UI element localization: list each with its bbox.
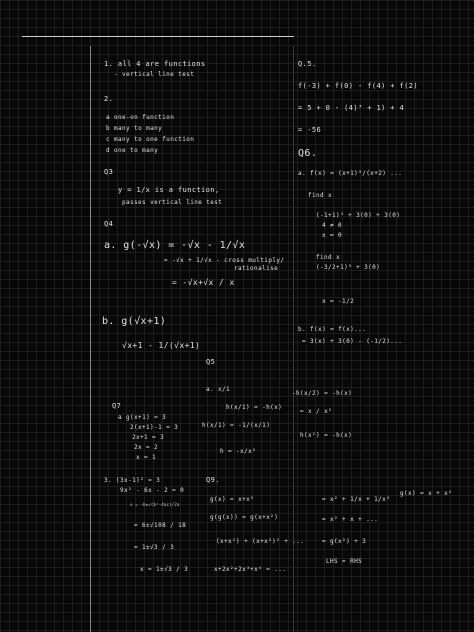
right-line: find x	[316, 254, 341, 261]
left-line: rationalise	[234, 265, 279, 272]
right-line: = x² + 1/x + 1/x²	[322, 496, 391, 503]
left-line: Q4	[104, 220, 114, 228]
left-line: 2x+1 = 3	[132, 434, 165, 441]
left-line: h(x/1) = -h(x)	[226, 404, 283, 411]
left-line: 1. all 4 are functions	[104, 60, 206, 68]
left-line: b. g(√x+1)	[102, 316, 167, 327]
left-line: Q9.	[206, 476, 220, 484]
left-line: a g(x+1) = 3	[118, 414, 167, 421]
left-line: a one-on function	[106, 114, 175, 121]
left-line: y = 1/x is a function,	[118, 186, 220, 194]
left-line: - vertical line test	[114, 71, 195, 78]
left-line: 9x² - 6x - 2 = 0	[120, 487, 185, 494]
left-line: h(x/1) = -1/(x/1)	[202, 422, 271, 429]
left-line: √x+1 - 1/(√x+1)	[122, 341, 201, 350]
right-line: = x² + x + ...	[322, 516, 379, 523]
left-line: a. x/1	[206, 386, 231, 393]
left-line: x = 1	[136, 454, 157, 461]
right-line: Q6.	[298, 148, 318, 159]
left-line: a. g(-√x) = -√x - 1/√x	[104, 240, 246, 251]
left-line: g(g(x)) = g(x+x²)	[210, 514, 279, 521]
left-line: = 1±√3 / 3	[134, 544, 175, 551]
right-line: Q.5.	[298, 60, 317, 68]
left-line: h = -x/x²	[220, 448, 257, 455]
left-line: Q7	[112, 402, 122, 410]
left-line: passes vertical line test	[122, 199, 223, 206]
left-line: x+2x²+2x³+x⁴ = ...	[214, 566, 287, 573]
left-line: 2(x+1)-1 = 3	[130, 424, 179, 431]
right-line: f(-3) + f(0) - f(4) + f(2)	[298, 82, 418, 90]
right-line: LHS = RHS	[326, 558, 363, 565]
right-line: x = 0	[322, 232, 343, 239]
right-line: = 5 + 0 - (4)³ + 1) + 4	[298, 104, 405, 112]
left-line: 2x = 2	[134, 444, 159, 451]
right-line: = g(x²) + 3	[322, 538, 367, 545]
header-rule	[22, 36, 294, 37]
right-line: = 3(x) + 3(0) - (-1/2)...	[302, 338, 403, 345]
right-line: find x	[308, 192, 333, 199]
left-line: 2.	[104, 95, 114, 103]
right-line: b. f(x) = f(x)...	[298, 326, 367, 333]
right-line: (-1+1)³ + 3(0) + 3(0)	[316, 212, 401, 219]
margin-rule	[90, 46, 91, 632]
left-line: = -√x + 1/√x - cross multiply/	[164, 257, 285, 264]
left-line: x = 1±√3 / 3	[140, 566, 189, 573]
right-line: = x / x²	[300, 408, 333, 415]
left-line: = -√x+√x / x	[172, 278, 235, 287]
right-line: (-3/2+1)³ + 3(0)	[316, 264, 381, 271]
right-line: x = -1/2	[322, 298, 355, 305]
left-line: x = -b±√(b²-4ac)/2a	[130, 502, 180, 507]
left-line: (x+x²) + (x+x²)² + ...	[216, 538, 305, 545]
left-line: d one to many	[106, 147, 159, 154]
left-line: 3. (3x-1)² = 3	[104, 477, 161, 484]
left-line: = 6±√108 / 18	[134, 522, 187, 529]
right-line: a. f(x) = (x+1)³/(x+2) ...	[298, 170, 403, 177]
right-line: h(x²) = -h(x)	[300, 432, 353, 439]
right-line: 4 ≠ 0	[322, 222, 343, 229]
right-line: = -56	[298, 126, 322, 134]
left-line: b many to many	[106, 125, 163, 132]
left-line: g(x) = x+x²	[210, 496, 255, 503]
right-line: -h(x/2) = -h(x)	[292, 390, 353, 397]
left-line: c many to one function	[106, 136, 195, 143]
left-line: Q3	[104, 168, 114, 176]
left-line: Q5	[206, 358, 216, 366]
right-line: g(x) = x + x²	[400, 490, 453, 497]
